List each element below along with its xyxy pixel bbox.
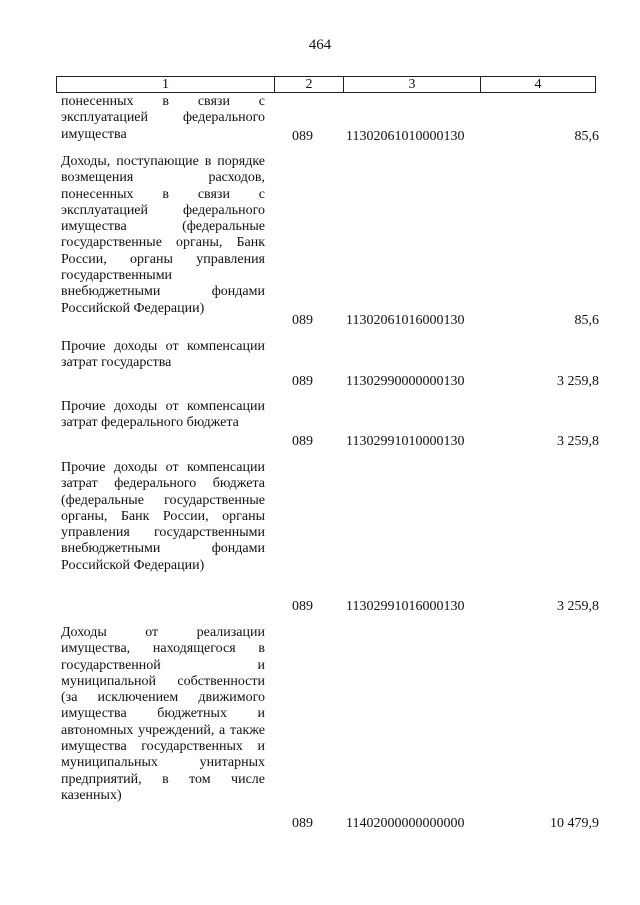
row-amount: 10 479,9 bbox=[550, 816, 599, 831]
row-code: 089 bbox=[292, 434, 313, 449]
row-description: Прочие доходы от компенсации затрат государства bbox=[61, 339, 265, 371]
row-description: Доходы от реализации имущества, находящегося в государственной и муниципальной собственности (за исключением движимого имущества бюджетных и автономных учреждений, а также имущества государственных и муниципальных унитарных предприятий, в том числе казенных) bbox=[61, 625, 265, 803]
page-number: 464 bbox=[308, 37, 332, 53]
row-description: Прочие доходы от компенсации затрат федерального бюджета (федеральные государственные органы, Банк России, органы управления государственными внебюджетными фондами Российской Федерации) bbox=[61, 460, 265, 573]
row-code: 089 bbox=[292, 816, 313, 831]
row-amount: 3 259,8 bbox=[557, 374, 599, 389]
row-code: 089 bbox=[292, 599, 313, 614]
row-classification-code: 11302061016000130 bbox=[346, 313, 465, 328]
row-classification-code: 11302991016000130 bbox=[346, 599, 465, 614]
row-amount: 85,6 bbox=[574, 129, 599, 144]
header-col-4: 4 bbox=[480, 77, 595, 92]
row-amount: 85,6 bbox=[574, 313, 599, 328]
row-description: Доходы, поступающие в порядке возмещения расходов, понесенных в связи с эксплуатацией федерального имущества (федеральные государственные органы, Банк России, органы управления государственными внебюджетными фондами Российской Федерации) bbox=[61, 154, 265, 316]
row-amount: 3 259,8 bbox=[557, 434, 599, 449]
row-code: 089 bbox=[292, 129, 313, 144]
row-classification-code: 11302991010000130 bbox=[346, 434, 465, 449]
row-classification-code: 11402000000000000 bbox=[346, 816, 465, 831]
table-header bbox=[56, 76, 596, 93]
row-description: Прочие доходы от компенсации затрат федерального бюджета bbox=[61, 399, 265, 431]
header-col-1: 1 bbox=[162, 77, 169, 92]
row-code: 089 bbox=[292, 374, 313, 389]
row-description: понесенных в связи с эксплуатацией федерального имущества bbox=[61, 94, 265, 142]
row-code: 089 bbox=[292, 313, 313, 328]
header-col-2: 2 bbox=[274, 77, 343, 92]
row-classification-code: 11302990000000130 bbox=[346, 374, 465, 389]
header-col-3: 3 bbox=[343, 77, 480, 92]
row-classification-code: 11302061010000130 bbox=[346, 129, 465, 144]
row-amount: 3 259,8 bbox=[557, 599, 599, 614]
